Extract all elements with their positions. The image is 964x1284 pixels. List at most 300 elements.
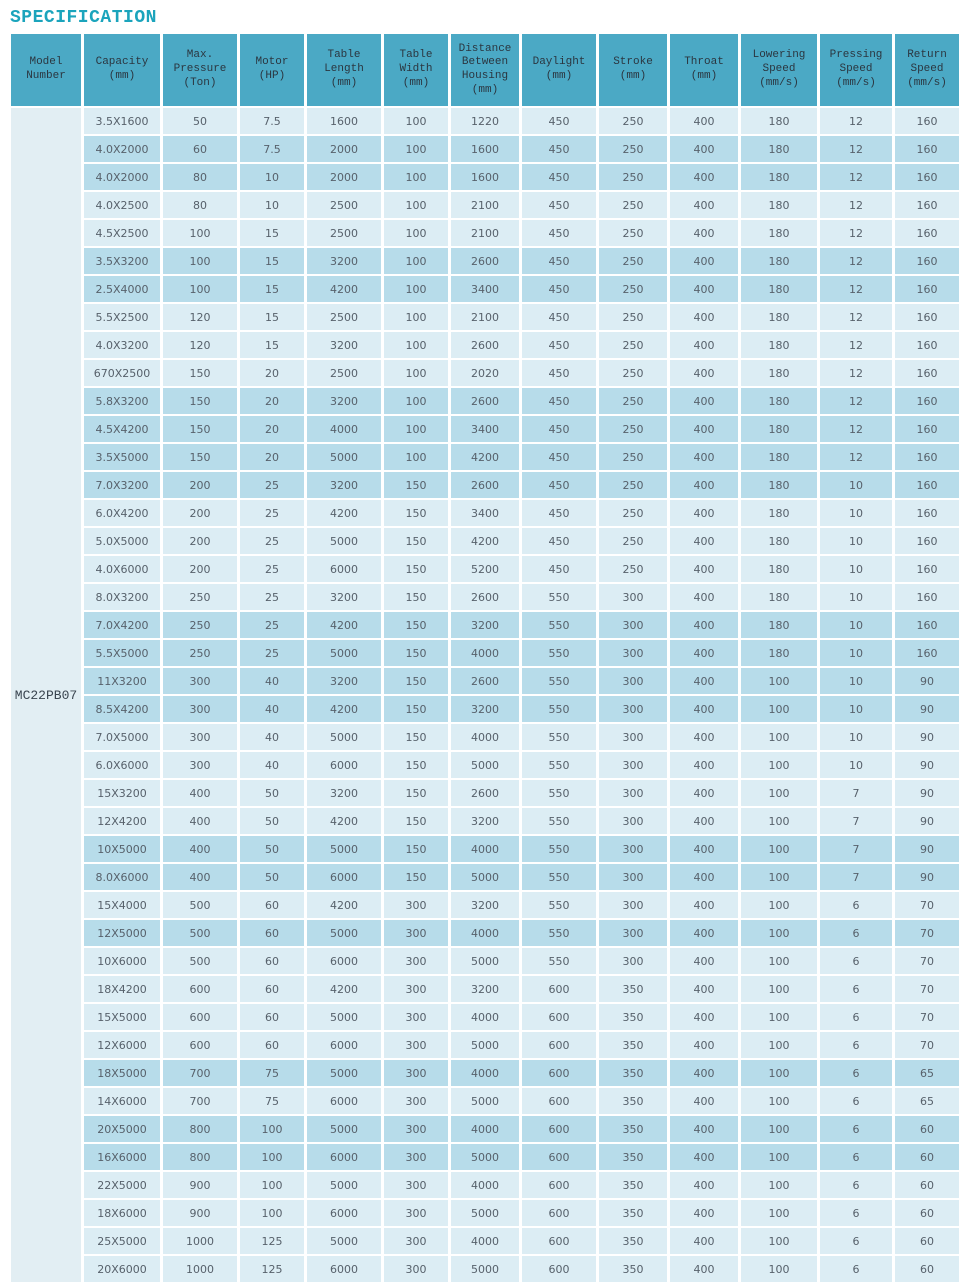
cell-lowering-speed: 180 [741, 220, 817, 246]
cell-capacity: 2.5X4000 [84, 276, 160, 302]
cell-distance-between-housing: 4000 [451, 1228, 519, 1254]
cell-distance-between-housing: 3200 [451, 808, 519, 834]
cell-throat: 400 [670, 528, 738, 554]
table-row [11, 1116, 959, 1142]
cell-max-pressure: 300 [163, 752, 237, 778]
cell-throat: 400 [670, 1144, 738, 1170]
table-row [11, 164, 959, 190]
cell-table-width: 300 [384, 1144, 448, 1170]
cell-throat: 400 [670, 1200, 738, 1226]
cell-return-speed: 70 [895, 1032, 959, 1058]
cell-capacity: 18X4200 [84, 976, 160, 1002]
cell-motor: 50 [240, 836, 304, 862]
cell-max-pressure: 800 [163, 1144, 237, 1170]
cell-return-speed: 65 [895, 1060, 959, 1086]
cell-daylight: 600 [522, 1256, 596, 1282]
cell-table-width: 100 [384, 248, 448, 274]
cell-table-length: 2500 [307, 220, 381, 246]
cell-pressing-speed: 7 [820, 780, 892, 806]
cell-max-pressure: 900 [163, 1172, 237, 1198]
cell-pressing-speed: 12 [820, 444, 892, 470]
cell-max-pressure: 700 [163, 1060, 237, 1086]
cell-distance-between-housing: 4000 [451, 836, 519, 862]
cell-motor: 40 [240, 668, 304, 694]
cell-throat: 400 [670, 192, 738, 218]
cell-capacity: 8.0X6000 [84, 864, 160, 890]
cell-max-pressure: 120 [163, 332, 237, 358]
cell-motor: 125 [240, 1228, 304, 1254]
cell-pressing-speed: 12 [820, 388, 892, 414]
cell-stroke: 250 [599, 276, 667, 302]
cell-lowering-speed: 180 [741, 388, 817, 414]
cell-daylight: 600 [522, 1088, 596, 1114]
cell-max-pressure: 900 [163, 1200, 237, 1226]
cell-distance-between-housing: 1600 [451, 164, 519, 190]
cell-motor: 40 [240, 696, 304, 722]
cell-motor: 7.5 [240, 108, 304, 134]
cell-stroke: 350 [599, 1228, 667, 1254]
cell-lowering-speed: 100 [741, 1228, 817, 1254]
cell-throat: 400 [670, 864, 738, 890]
cell-capacity: 15X4000 [84, 892, 160, 918]
col-header-distance-between-housing: Distance Between Housing (mm) [451, 34, 519, 106]
cell-lowering-speed: 100 [741, 1172, 817, 1198]
table-row [11, 724, 959, 750]
cell-distance-between-housing: 3400 [451, 500, 519, 526]
cell-max-pressure: 150 [163, 444, 237, 470]
cell-table-width: 300 [384, 1228, 448, 1254]
cell-daylight: 450 [522, 276, 596, 302]
cell-pressing-speed: 10 [820, 612, 892, 638]
cell-daylight: 450 [522, 304, 596, 330]
cell-table-length: 5000 [307, 444, 381, 470]
cell-pressing-speed: 6 [820, 1256, 892, 1282]
cell-return-speed: 160 [895, 304, 959, 330]
cell-capacity: 10X5000 [84, 836, 160, 862]
cell-motor: 25 [240, 528, 304, 554]
cell-table-width: 300 [384, 1004, 448, 1030]
cell-table-length: 2500 [307, 360, 381, 386]
cell-capacity: 3.5X5000 [84, 444, 160, 470]
cell-capacity: 3.5X3200 [84, 248, 160, 274]
cell-throat: 400 [670, 1256, 738, 1282]
cell-throat: 400 [670, 948, 738, 974]
cell-table-length: 5000 [307, 1060, 381, 1086]
table-row [11, 808, 959, 834]
cell-daylight: 600 [522, 1060, 596, 1086]
cell-motor: 50 [240, 864, 304, 890]
cell-pressing-speed: 6 [820, 1032, 892, 1058]
cell-motor: 60 [240, 948, 304, 974]
cell-distance-between-housing: 5200 [451, 556, 519, 582]
cell-throat: 400 [670, 248, 738, 274]
page-title: SPECIFICATION [10, 8, 157, 28]
cell-table-length: 2500 [307, 192, 381, 218]
cell-stroke: 350 [599, 1256, 667, 1282]
cell-return-speed: 160 [895, 500, 959, 526]
cell-throat: 400 [670, 332, 738, 358]
cell-motor: 25 [240, 584, 304, 610]
cell-pressing-speed: 6 [820, 1172, 892, 1198]
cell-table-width: 100 [384, 164, 448, 190]
cell-throat: 400 [670, 1228, 738, 1254]
cell-pressing-speed: 10 [820, 668, 892, 694]
col-header-throat: Throat (mm) [670, 34, 738, 106]
table-row [11, 304, 959, 330]
table-row [11, 920, 959, 946]
cell-lowering-speed: 180 [741, 556, 817, 582]
table-row [11, 416, 959, 442]
cell-lowering-speed: 180 [741, 276, 817, 302]
cell-capacity: 4.0X2000 [84, 164, 160, 190]
cell-table-width: 100 [384, 332, 448, 358]
table-row [11, 780, 959, 806]
table-row [11, 1200, 959, 1226]
cell-table-length: 4200 [307, 976, 381, 1002]
cell-pressing-speed: 10 [820, 500, 892, 526]
cell-return-speed: 160 [895, 556, 959, 582]
cell-daylight: 600 [522, 1116, 596, 1142]
cell-pressing-speed: 12 [820, 360, 892, 386]
cell-stroke: 350 [599, 1088, 667, 1114]
cell-return-speed: 90 [895, 668, 959, 694]
cell-lowering-speed: 180 [741, 360, 817, 386]
table-row [11, 1088, 959, 1114]
cell-table-length: 3200 [307, 388, 381, 414]
cell-distance-between-housing: 5000 [451, 1088, 519, 1114]
cell-lowering-speed: 100 [741, 864, 817, 890]
cell-distance-between-housing: 5000 [451, 948, 519, 974]
cell-pressing-speed: 6 [820, 920, 892, 946]
cell-distance-between-housing: 5000 [451, 864, 519, 890]
cell-table-length: 6000 [307, 1256, 381, 1282]
cell-stroke: 250 [599, 500, 667, 526]
cell-pressing-speed: 12 [820, 248, 892, 274]
cell-table-length: 5000 [307, 920, 381, 946]
cell-pressing-speed: 7 [820, 864, 892, 890]
cell-motor: 10 [240, 192, 304, 218]
cell-table-width: 300 [384, 976, 448, 1002]
cell-pressing-speed: 10 [820, 584, 892, 610]
cell-return-speed: 160 [895, 136, 959, 162]
table-row [11, 892, 959, 918]
cell-table-width: 150 [384, 500, 448, 526]
cell-return-speed: 70 [895, 892, 959, 918]
col-header-max-pressure: Max. Pressure (Ton) [163, 34, 237, 106]
cell-daylight: 450 [522, 360, 596, 386]
cell-distance-between-housing: 4000 [451, 920, 519, 946]
cell-return-speed: 60 [895, 1256, 959, 1282]
cell-pressing-speed: 10 [820, 724, 892, 750]
cell-return-speed: 90 [895, 864, 959, 890]
cell-pressing-speed: 12 [820, 332, 892, 358]
cell-table-length: 3200 [307, 472, 381, 498]
cell-stroke: 300 [599, 724, 667, 750]
table-row [11, 136, 959, 162]
cell-table-width: 300 [384, 1200, 448, 1226]
cell-capacity: 8.0X3200 [84, 584, 160, 610]
cell-pressing-speed: 6 [820, 1200, 892, 1226]
cell-daylight: 600 [522, 976, 596, 1002]
cell-motor: 60 [240, 1032, 304, 1058]
cell-stroke: 300 [599, 836, 667, 862]
cell-table-width: 150 [384, 808, 448, 834]
cell-capacity: 5.5X2500 [84, 304, 160, 330]
cell-lowering-speed: 100 [741, 808, 817, 834]
cell-table-length: 5000 [307, 836, 381, 862]
cell-distance-between-housing: 2600 [451, 780, 519, 806]
table-row [11, 500, 959, 526]
cell-lowering-speed: 180 [741, 108, 817, 134]
cell-throat: 400 [670, 1032, 738, 1058]
table-row [11, 276, 959, 302]
cell-daylight: 600 [522, 1032, 596, 1058]
cell-table-width: 150 [384, 864, 448, 890]
table-row [11, 1060, 959, 1086]
cell-throat: 400 [670, 1088, 738, 1114]
cell-capacity: 4.5X4200 [84, 416, 160, 442]
cell-return-speed: 70 [895, 1004, 959, 1030]
cell-distance-between-housing: 2600 [451, 584, 519, 610]
cell-stroke: 350 [599, 1004, 667, 1030]
cell-pressing-speed: 12 [820, 304, 892, 330]
cell-lowering-speed: 100 [741, 1116, 817, 1142]
cell-daylight: 450 [522, 192, 596, 218]
cell-stroke: 250 [599, 388, 667, 414]
cell-max-pressure: 250 [163, 640, 237, 666]
cell-lowering-speed: 100 [741, 1060, 817, 1086]
cell-stroke: 300 [599, 864, 667, 890]
cell-throat: 400 [670, 388, 738, 414]
cell-return-speed: 60 [895, 1228, 959, 1254]
cell-capacity: 7.0X5000 [84, 724, 160, 750]
cell-pressing-speed: 10 [820, 752, 892, 778]
cell-table-length: 6000 [307, 1032, 381, 1058]
table-row [11, 332, 959, 358]
cell-lowering-speed: 100 [741, 892, 817, 918]
cell-pressing-speed: 10 [820, 640, 892, 666]
cell-table-width: 100 [384, 220, 448, 246]
cell-capacity: 18X6000 [84, 1200, 160, 1226]
cell-stroke: 300 [599, 808, 667, 834]
cell-motor: 15 [240, 332, 304, 358]
cell-table-length: 4200 [307, 808, 381, 834]
cell-max-pressure: 250 [163, 612, 237, 638]
cell-pressing-speed: 10 [820, 696, 892, 722]
cell-throat: 400 [670, 416, 738, 442]
cell-return-speed: 160 [895, 388, 959, 414]
cell-distance-between-housing: 5000 [451, 1256, 519, 1282]
cell-lowering-speed: 180 [741, 500, 817, 526]
cell-table-length: 4200 [307, 612, 381, 638]
col-header-motor: Motor (HP) [240, 34, 304, 106]
table-row [11, 948, 959, 974]
cell-max-pressure: 200 [163, 528, 237, 554]
cell-table-width: 150 [384, 640, 448, 666]
cell-motor: 40 [240, 752, 304, 778]
cell-motor: 50 [240, 780, 304, 806]
cell-capacity: 5.5X5000 [84, 640, 160, 666]
cell-capacity: 7.0X3200 [84, 472, 160, 498]
cell-distance-between-housing: 5000 [451, 1200, 519, 1226]
cell-pressing-speed: 12 [820, 136, 892, 162]
cell-capacity: 12X5000 [84, 920, 160, 946]
table-row [11, 696, 959, 722]
cell-capacity: 15X5000 [84, 1004, 160, 1030]
cell-stroke: 350 [599, 1116, 667, 1142]
cell-table-width: 300 [384, 1116, 448, 1142]
cell-table-length: 3200 [307, 780, 381, 806]
cell-distance-between-housing: 4000 [451, 1172, 519, 1198]
cell-table-length: 6000 [307, 1200, 381, 1226]
table-row [11, 612, 959, 638]
cell-throat: 400 [670, 752, 738, 778]
cell-table-width: 150 [384, 780, 448, 806]
cell-table-length: 5000 [307, 640, 381, 666]
cell-throat: 400 [670, 640, 738, 666]
col-header-stroke: Stroke (mm) [599, 34, 667, 106]
cell-max-pressure: 500 [163, 920, 237, 946]
table-row [11, 640, 959, 666]
cell-capacity: 4.0X2500 [84, 192, 160, 218]
cell-distance-between-housing: 3400 [451, 416, 519, 442]
cell-distance-between-housing: 3400 [451, 276, 519, 302]
table-row [11, 108, 959, 134]
cell-throat: 400 [670, 1060, 738, 1086]
cell-lowering-speed: 180 [741, 416, 817, 442]
cell-throat: 400 [670, 276, 738, 302]
cell-return-speed: 160 [895, 108, 959, 134]
cell-table-length: 2500 [307, 304, 381, 330]
header-row [11, 34, 959, 106]
cell-distance-between-housing: 4000 [451, 640, 519, 666]
cell-capacity: 4.5X2500 [84, 220, 160, 246]
cell-stroke: 300 [599, 892, 667, 918]
cell-return-speed: 160 [895, 248, 959, 274]
cell-lowering-speed: 180 [741, 192, 817, 218]
cell-daylight: 450 [522, 500, 596, 526]
cell-capacity: 3.5X1600 [84, 108, 160, 134]
col-header-model-number: Model Number [11, 34, 81, 106]
cell-pressing-speed: 10 [820, 528, 892, 554]
cell-distance-between-housing: 2100 [451, 304, 519, 330]
cell-table-length: 6000 [307, 864, 381, 890]
cell-stroke: 350 [599, 976, 667, 1002]
cell-stroke: 250 [599, 528, 667, 554]
cell-daylight: 550 [522, 836, 596, 862]
cell-max-pressure: 700 [163, 1088, 237, 1114]
cell-throat: 400 [670, 1172, 738, 1198]
cell-capacity: 15X3200 [84, 780, 160, 806]
cell-table-width: 100 [384, 304, 448, 330]
cell-table-length: 5000 [307, 1228, 381, 1254]
cell-lowering-speed: 100 [741, 948, 817, 974]
cell-capacity: 4.0X2000 [84, 136, 160, 162]
cell-return-speed: 90 [895, 752, 959, 778]
cell-daylight: 450 [522, 528, 596, 554]
cell-motor: 40 [240, 724, 304, 750]
cell-max-pressure: 50 [163, 108, 237, 134]
table-body [11, 108, 959, 1282]
cell-table-length: 1600 [307, 108, 381, 134]
cell-table-width: 150 [384, 612, 448, 638]
cell-daylight: 550 [522, 920, 596, 946]
cell-motor: 100 [240, 1172, 304, 1198]
cell-table-width: 100 [384, 360, 448, 386]
cell-return-speed: 160 [895, 472, 959, 498]
cell-lowering-speed: 180 [741, 612, 817, 638]
cell-return-speed: 90 [895, 696, 959, 722]
cell-return-speed: 90 [895, 724, 959, 750]
cell-daylight: 450 [522, 472, 596, 498]
cell-table-width: 300 [384, 1060, 448, 1086]
cell-lowering-speed: 180 [741, 472, 817, 498]
cell-table-width: 100 [384, 388, 448, 414]
cell-distance-between-housing: 5000 [451, 1032, 519, 1058]
table-row [11, 864, 959, 890]
cell-table-length: 4200 [307, 892, 381, 918]
cell-pressing-speed: 12 [820, 164, 892, 190]
cell-daylight: 450 [522, 164, 596, 190]
cell-motor: 25 [240, 612, 304, 638]
cell-lowering-speed: 100 [741, 1144, 817, 1170]
table-row [11, 1228, 959, 1254]
table-row [11, 668, 959, 694]
cell-table-width: 100 [384, 136, 448, 162]
cell-capacity: 6.0X6000 [84, 752, 160, 778]
cell-capacity: 18X5000 [84, 1060, 160, 1086]
cell-motor: 15 [240, 220, 304, 246]
cell-lowering-speed: 100 [741, 752, 817, 778]
cell-throat: 400 [670, 108, 738, 134]
cell-table-width: 150 [384, 528, 448, 554]
cell-throat: 400 [670, 360, 738, 386]
col-header-return-speed: Return Speed (mm/s) [895, 34, 959, 106]
cell-return-speed: 160 [895, 444, 959, 470]
cell-table-width: 100 [384, 444, 448, 470]
cell-return-speed: 160 [895, 360, 959, 386]
cell-max-pressure: 400 [163, 808, 237, 834]
cell-table-width: 150 [384, 724, 448, 750]
cell-table-length: 5000 [307, 528, 381, 554]
cell-motor: 75 [240, 1060, 304, 1086]
cell-table-width: 150 [384, 472, 448, 498]
cell-return-speed: 160 [895, 164, 959, 190]
cell-throat: 400 [670, 920, 738, 946]
cell-capacity: 20X6000 [84, 1256, 160, 1282]
cell-return-speed: 65 [895, 1088, 959, 1114]
cell-return-speed: 60 [895, 1172, 959, 1198]
table-row [11, 1256, 959, 1282]
cell-max-pressure: 600 [163, 1032, 237, 1058]
cell-stroke: 250 [599, 108, 667, 134]
table-row [11, 444, 959, 470]
table-row [11, 472, 959, 498]
cell-pressing-speed: 10 [820, 556, 892, 582]
cell-daylight: 450 [522, 136, 596, 162]
cell-lowering-speed: 100 [741, 780, 817, 806]
cell-capacity: 5.8X3200 [84, 388, 160, 414]
cell-capacity: 16X6000 [84, 1144, 160, 1170]
table-row [11, 836, 959, 862]
col-header-daylight: Daylight (mm) [522, 34, 596, 106]
cell-throat: 400 [670, 808, 738, 834]
table-row [11, 584, 959, 610]
cell-table-length: 2000 [307, 164, 381, 190]
cell-motor: 60 [240, 976, 304, 1002]
cell-pressing-speed: 12 [820, 220, 892, 246]
cell-stroke: 250 [599, 556, 667, 582]
